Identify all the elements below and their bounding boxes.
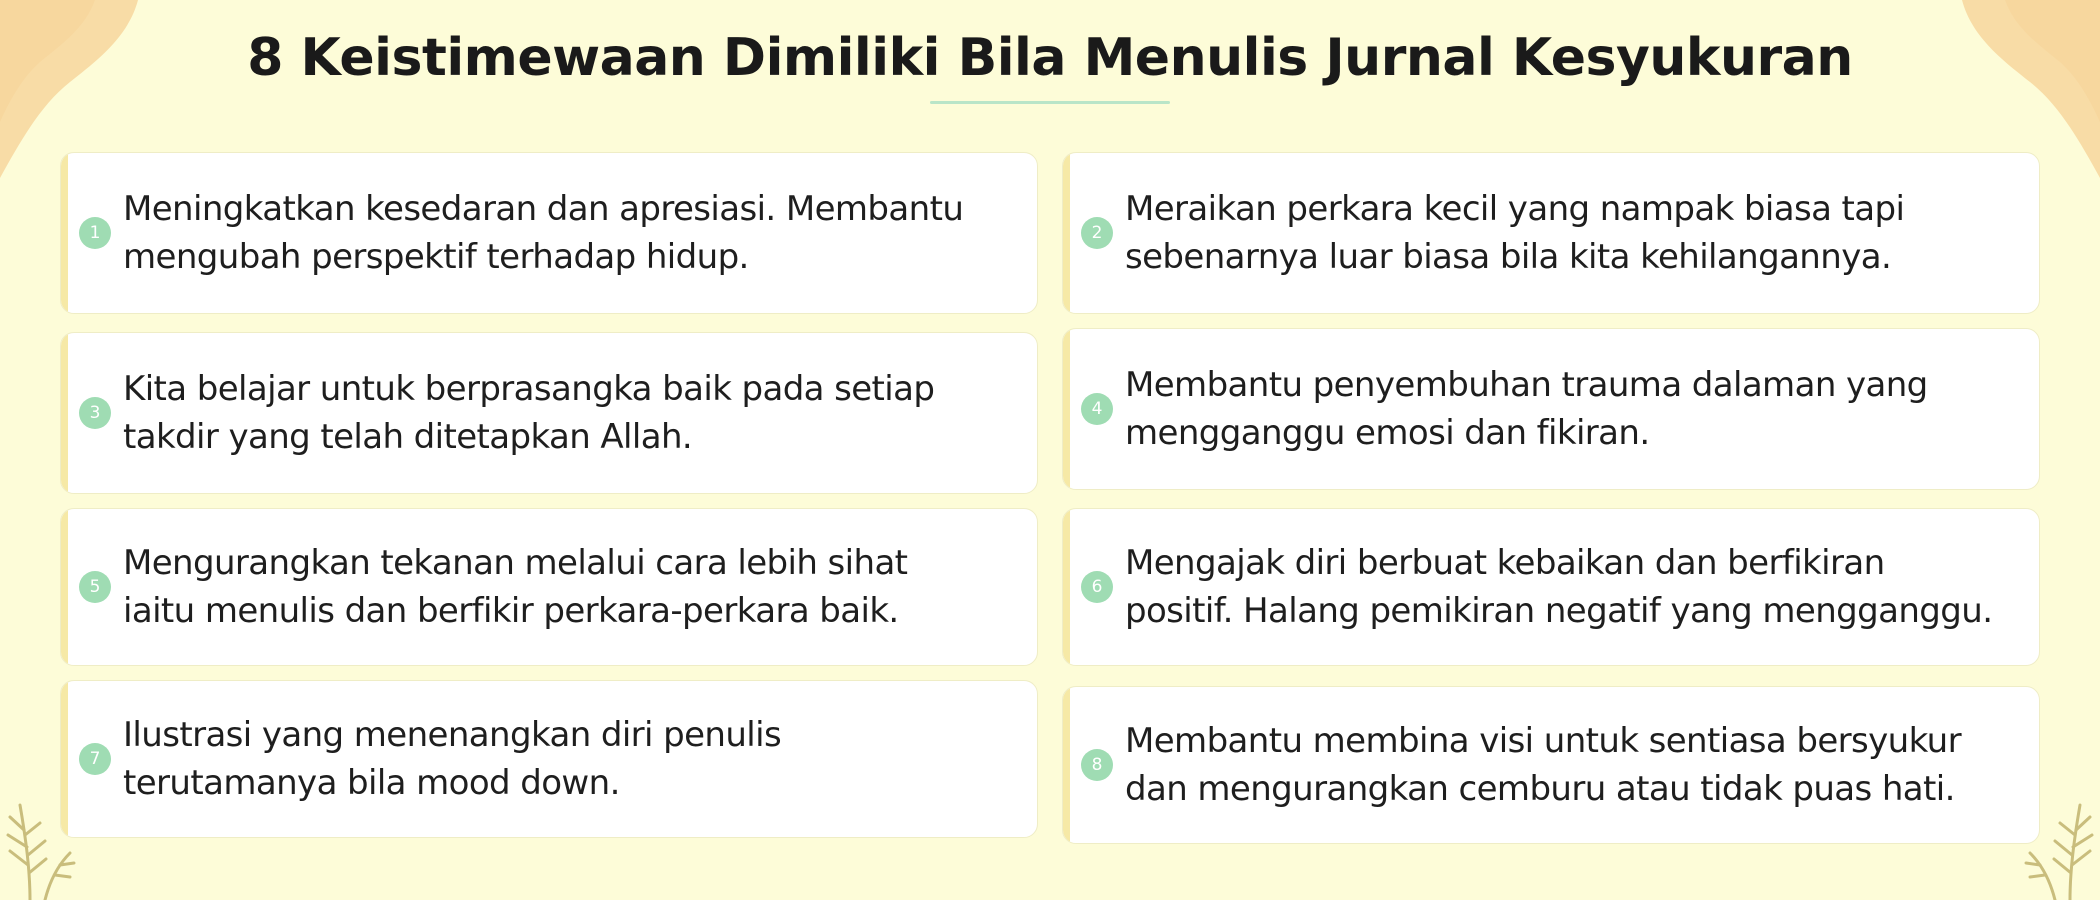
benefit-card-6 (1062, 508, 2040, 666)
card-accent-bar (1063, 329, 1070, 489)
benefit-text-line: Kita belajar untuk berprasangka baik pada setiap (123, 369, 935, 409)
benefit-card-3 (60, 332, 1038, 494)
benefit-text-line: mengganggu emosi dan fikiran. (1125, 413, 1650, 453)
number-badge: 6 (1081, 571, 1113, 603)
benefit-card-8 (1062, 686, 2040, 844)
benefit-text-line: Meraikan perkara kecil yang nampak biasa tapi (1125, 189, 1905, 229)
number-badge: 2 (1081, 217, 1113, 249)
benefit-text (1125, 185, 2033, 281)
card-accent-bar (61, 681, 68, 837)
benefit-text (1125, 539, 2033, 635)
benefit-text-line: Ilustrasi yang menenangkan diri penulis (123, 715, 782, 755)
card-accent-bar (61, 333, 68, 493)
benefit-text-line: iaitu menulis dan berfikir perkara-perkara baik. (123, 591, 899, 631)
benefit-text-line: Membantu membina visi untuk sentiasa bersyukur (1125, 721, 1961, 761)
benefit-text (123, 365, 1031, 461)
benefit-card-2 (1062, 152, 2040, 314)
benefit-text (1125, 717, 2033, 813)
benefit-text (123, 185, 1031, 281)
number-badge: 8 (1081, 749, 1113, 781)
benefit-card-4 (1062, 328, 2040, 490)
number-badge: 3 (79, 397, 111, 429)
card-accent-bar (1063, 153, 1070, 313)
benefit-text-line: positif. Halang pemikiran negatif yang mengganggu. (1125, 591, 1993, 631)
benefit-text-line: sebenarnya luar biasa bila kita kehilangannya. (1125, 237, 1892, 277)
card-accent-bar (1063, 687, 1070, 843)
benefit-text (123, 539, 1031, 635)
benefit-card-5 (60, 508, 1038, 666)
benefit-text-line: takdir yang telah ditetapkan Allah. (123, 417, 693, 457)
benefit-card-1 (60, 152, 1038, 314)
benefit-card-7 (60, 680, 1038, 838)
card-accent-bar (1063, 509, 1070, 665)
benefit-text (1125, 361, 2033, 457)
benefit-text-line: Mengajak diri berbuat kebaikan dan berfikiran (1125, 543, 1885, 583)
card-accent-bar (61, 509, 68, 665)
benefit-text-line: Membantu penyembuhan trauma dalaman yang (1125, 365, 1928, 405)
page-title: 8 Keistimewaan Dimiliki Bila Menulis Jurnal Kesyukuran (247, 28, 1853, 88)
benefit-text-line: Mengurangkan tekanan melalui cara lebih sihat (123, 543, 908, 583)
benefit-text-line: dan mengurangkan cemburu atau tidak puas hati. (1125, 769, 1955, 809)
number-badge: 7 (79, 743, 111, 775)
number-badge: 1 (79, 217, 111, 249)
benefit-text (123, 711, 1031, 807)
number-badge: 5 (79, 571, 111, 603)
benefit-text-line: terutamanya bila mood down. (123, 763, 620, 803)
card-accent-bar (61, 153, 68, 313)
number-badge: 4 (1081, 393, 1113, 425)
title-underline (930, 101, 1170, 104)
benefit-text-line: mengubah perspektif terhadap hidup. (123, 237, 749, 277)
benefit-text-line: Meningkatkan kesedaran dan apresiasi. Membantu (123, 189, 964, 229)
